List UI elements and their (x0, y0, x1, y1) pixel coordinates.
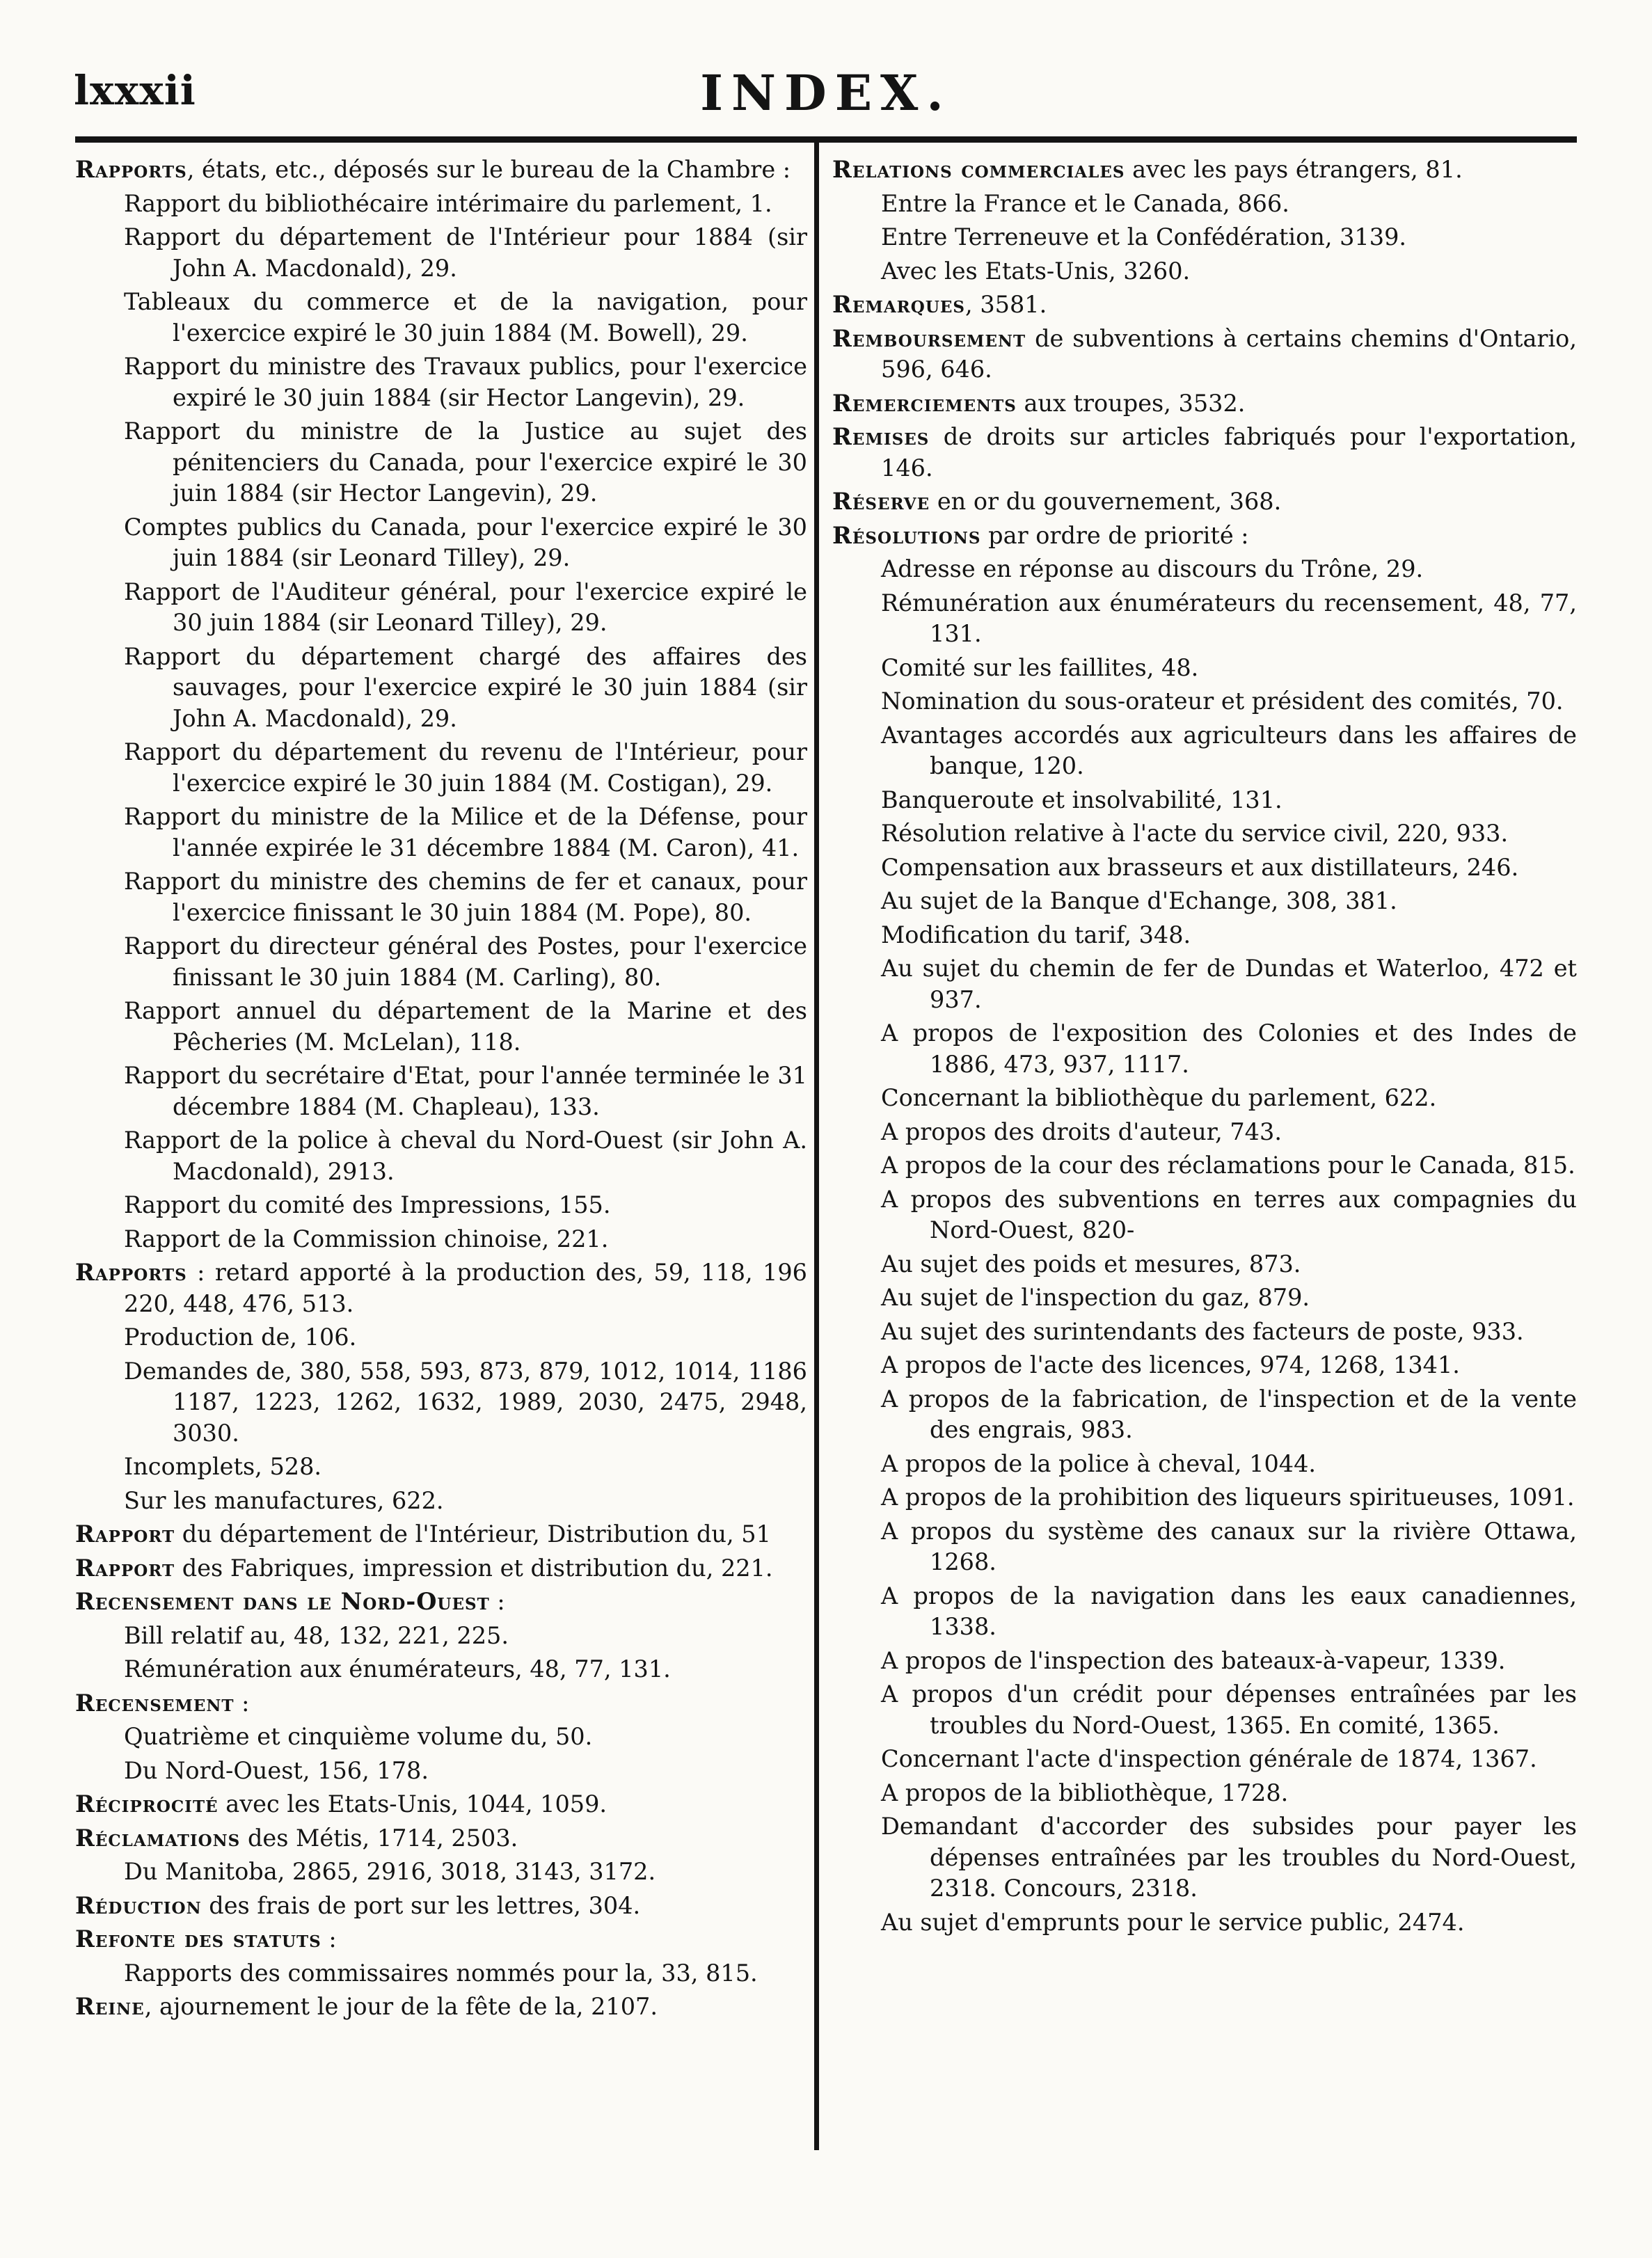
entry-text: A propos de la fabrication, de l'inspection et de la vente des engrais, 983. (881, 1385, 1577, 1443)
index-subentry (75, 802, 807, 864)
entry-text: Au sujet des poids et mesures, 873. (881, 1250, 1301, 1278)
entry-text: Au sujet de la Banque d'Echange, 308, 381. (881, 887, 1397, 914)
entry-text: A propos de la navigation dans les eaux canadiennes, 1338. (881, 1582, 1577, 1640)
entry-text: avec les pays étrangers, 81. (1125, 156, 1463, 183)
index-entry (75, 1823, 807, 1854)
index-subentry (832, 1744, 1577, 1775)
index-subentry (75, 1722, 807, 1753)
index-entry (75, 1587, 807, 1618)
entry-text: Rapport annuel du département de la Marine et des Pêcheries (M. McLelan), 118. (124, 997, 807, 1056)
index-subentry (832, 1117, 1577, 1148)
index-subentry (75, 222, 807, 284)
entry-text: Incomplets, 528. (124, 1453, 322, 1480)
entry-text: par ordre de priorité : (980, 521, 1249, 549)
entry-heading: Rapport (75, 1520, 175, 1548)
entry-text: Rapport du comité des Impressions, 155. (124, 1191, 611, 1218)
entry-text: : (234, 1689, 250, 1717)
index-subentry (75, 512, 807, 574)
entry-text: des frais de port sur les lettres, 304. (201, 1891, 641, 1919)
entry-text: , ajournement le jour de la fête de la, 2107. (144, 1993, 658, 2020)
index-subentry (75, 1356, 807, 1449)
index-subentry (832, 1581, 1577, 1643)
entry-text: Rapport du ministre des Travaux publics, pour l'exercice expiré le 30 juin 1884 (sir Hector Langevin), 29. (124, 353, 807, 411)
index-subentry (75, 416, 807, 509)
entry-heading: Remarques (832, 291, 966, 318)
index-subentry (75, 642, 807, 735)
entry-text: Compensation aux brasseurs et aux distillateurs, 246. (881, 853, 1519, 881)
entry-text: Rapport du ministre de la Milice et de la Défense, pour l'année expirée le 31 décembre 1884 (M. Caron), 41. (124, 803, 807, 861)
index-subentry (832, 1282, 1577, 1314)
entry-text: Du Manitoba, 2865, 2916, 3018, 3143, 3172. (124, 1858, 656, 1885)
entry-text: Rapport de la Commission chinoise, 221. (124, 1225, 609, 1253)
entry-heading: Résolutions (832, 521, 981, 549)
entry-text: Demandes de, 380, 558, 593, 873, 879, 1012, 1014, 1186 1187, 1223, 1262, 1632, 1989, 2030, 2475, 2948, 3030. (124, 1357, 807, 1447)
index-subentry (832, 1184, 1577, 1246)
index-subentry (75, 287, 807, 349)
entry-text: Rapport de la police à cheval du Nord-Ouest (sir John A. Macdonald), 2913. (124, 1127, 807, 1185)
entry-text: en or du gouvernement, 368. (930, 488, 1282, 515)
entry-text: Au sujet de l'inspection du gaz, 879. (881, 1284, 1310, 1311)
index-subentry (832, 1150, 1577, 1182)
entry-text: A propos de l'acte des licences, 974, 1268, 1341. (881, 1351, 1460, 1378)
entry-text: Concernant la bibliothèque du parlement, 622. (881, 1084, 1437, 1111)
index-entry (75, 1519, 807, 1550)
index-entry (75, 1688, 807, 1719)
entry-text: , états, etc., déposés sur le bureau de la Chambre : (186, 156, 791, 183)
header-rule (75, 136, 1577, 143)
index-subentry (75, 577, 807, 639)
entry-text: , 3581. (965, 291, 1047, 318)
entry-text: A propos des subventions en terres aux compagnies du Nord-Ouest, 820- (881, 1185, 1577, 1243)
index-subentry (832, 222, 1577, 253)
index-subentry (832, 653, 1577, 684)
index-entry (832, 520, 1577, 552)
index-subentry (75, 866, 807, 928)
index-subentry (75, 1756, 807, 1787)
index-subentry (832, 189, 1577, 220)
index-entry (75, 1924, 807, 1955)
entry-text: Avantages accordés aux agriculteurs dans les affaires de banque, 120. (881, 721, 1577, 779)
index-subentry (75, 1621, 807, 1652)
entry-text: du département de l'Intérieur, Distribution du, 51 (175, 1520, 771, 1548)
index-subentry (75, 189, 807, 220)
entry-text: Rapports des commissaires nommés pour la, 33, 815. (124, 1959, 758, 1987)
index-subentry (832, 886, 1577, 917)
entry-text: Comité sur les faillites, 48. (881, 653, 1199, 681)
entry-heading: Réserve (832, 488, 930, 515)
entry-text: des Fabriques, impression et distribution du, 221. (175, 1554, 773, 1582)
entry-text: Modification du tarif, 348. (881, 921, 1191, 948)
index-subentry (832, 1516, 1577, 1578)
entry-heading: Relations commerciales (832, 156, 1125, 183)
entry-text: Adresse en réponse au discours du Trône, 29. (881, 555, 1424, 582)
entry-text: Comptes publics du Canada, pour l'exercice expiré le 30 juin 1884 (sir Leonard Tilley), 29. (124, 513, 807, 571)
entry-text: Banqueroute et insolvabilité, 131. (881, 786, 1282, 813)
page-title: INDEX. (700, 64, 952, 122)
index-subentry (832, 785, 1577, 816)
entry-text: A propos de la bibliothèque, 1728. (881, 1779, 1289, 1806)
index-subentry (832, 1018, 1577, 1080)
index-column-right (832, 154, 1577, 1941)
index-entry (75, 1789, 807, 1820)
entry-text: de droits sur articles fabriqués pour l'exportation, 146. (881, 423, 1577, 482)
entry-heading: Refonte des statuts (75, 1925, 321, 1953)
index-subentry (75, 1190, 807, 1221)
entry-text: A propos du système des canaux sur la rivière Ottawa, 1268. (881, 1517, 1577, 1575)
index-subentry (832, 1350, 1577, 1381)
index-subentry (75, 1224, 807, 1255)
index-subentry (75, 1125, 807, 1187)
index-subentry (832, 1907, 1577, 1939)
index-subentry (832, 1646, 1577, 1677)
index-entry (832, 486, 1577, 518)
index-subentry (75, 737, 807, 799)
entry-text: avec les Etats-Unis, 1044, 1059. (218, 1790, 607, 1818)
index-subentry (832, 1317, 1577, 1348)
entry-text: Quatrième et cinquième volume du, 50. (124, 1723, 593, 1750)
entry-heading: Reine (75, 1993, 145, 2020)
index-subentry (75, 1060, 807, 1122)
entry-text: A propos de la cour des réclamations pour le Canada, 815. (881, 1152, 1575, 1179)
entry-text: Production de, 106. (124, 1323, 357, 1351)
index-subentry (832, 920, 1577, 951)
index-entry (832, 154, 1577, 186)
entry-text: A propos d'un crédit pour dépenses entraînées par les troubles du Nord-Ouest, 1365. En comité, 1365. (881, 1680, 1577, 1739)
entry-heading: Rapport (75, 1554, 175, 1582)
entry-text: Rapport du département chargé des affaires des sauvages, pour l'exercice expiré le 30 juin 1884 (sir John A. Macdonald), 29. (124, 642, 807, 732)
entry-text: Au sujet d'emprunts pour le service public, 2474. (881, 1908, 1465, 1936)
index-entry (75, 1891, 807, 1922)
index-subentry (75, 1452, 807, 1483)
entry-text: Entre Terreneuve et la Confédération, 3139. (881, 223, 1407, 251)
index-subentry (832, 852, 1577, 884)
entry-text: Rapport de l'Auditeur général, pour l'exercice expiré le 30 juin 1884 (sir Leonard Tilley), 29. (124, 578, 807, 636)
index-subentry (832, 1811, 1577, 1905)
index-entry (75, 154, 807, 186)
entry-heading: Rapports (75, 156, 187, 183)
index-entry (75, 1991, 807, 2023)
entry-heading: Recensement dans le Nord-Ouest (75, 1588, 490, 1615)
index-entry (75, 1553, 807, 1584)
entry-heading: Rapports (75, 1259, 187, 1286)
index-subentry (832, 1778, 1577, 1809)
column-divider (814, 143, 819, 2150)
entry-text: Concernant l'acte d'inspection générale de 1874, 1367. (881, 1745, 1537, 1772)
entry-text: Du Nord-Ouest, 156, 178. (124, 1756, 429, 1784)
entry-text: Résolution relative à l'acte du service civil, 220, 933. (881, 820, 1509, 847)
entry-text: de subventions à certains chemins d'Ontario, 596, 646. (881, 324, 1577, 383)
index-subentry (832, 554, 1577, 585)
index-subentry (832, 720, 1577, 782)
index-subentry (832, 1083, 1577, 1114)
entry-text: Rapport du bibliothécaire intérimaire du parlement, 1. (124, 189, 772, 217)
entry-text: : (489, 1588, 505, 1615)
entry-heading: Remises (832, 423, 930, 450)
index-subentry (832, 1249, 1577, 1280)
entry-heading: Recensement (75, 1689, 235, 1717)
index-entry (832, 289, 1577, 321)
entry-text: des Métis, 1714, 2503. (240, 1824, 518, 1852)
entry-text: Rapport du directeur général des Postes, pour l'exercice finissant le 30 juin 1884 (M. Carling), 80. (124, 932, 807, 991)
entry-text: A propos de la police à cheval, 1044. (881, 1449, 1317, 1477)
entry-text: : (321, 1925, 337, 1953)
entry-heading: Réciprocité (75, 1790, 219, 1818)
entry-heading: Réduction (75, 1891, 202, 1919)
entry-text: Rapport du département du revenu de l'Intérieur, pour l'exercice expiré le 30 juin 1884 (M. Costigan), 29. (124, 738, 807, 797)
entry-text: Au sujet du chemin de fer de Dundas et Waterloo, 472 et 937. (881, 955, 1577, 1013)
entry-text: : retard apporté à la production des, 59, 118, 196 220, 448, 476, 513. (124, 1259, 807, 1317)
entry-text: Bill relatif au, 48, 132, 221, 225. (124, 1621, 509, 1649)
entry-heading: Remboursement (832, 324, 1026, 352)
index-subentry (75, 1958, 807, 1989)
index-subentry (832, 1449, 1577, 1480)
index-subentry (75, 931, 807, 993)
index-subentry (832, 686, 1577, 717)
index-subentry (832, 256, 1577, 287)
index-subentry (832, 953, 1577, 1015)
entry-heading: Réclamations (75, 1824, 241, 1852)
entry-heading: Remerciements (832, 389, 1017, 417)
entry-text: Entre la France et le Canada, 866. (881, 189, 1289, 217)
entry-text: Sur les manufactures, 622. (124, 1486, 444, 1514)
index-subentry (75, 1486, 807, 1517)
index-entry (75, 1257, 807, 1319)
entry-text: A propos de l'inspection des bateaux-à-vapeur, 1339. (881, 1646, 1506, 1674)
index-column-left (75, 154, 807, 2026)
index-subentry (75, 1857, 807, 1888)
entry-text: aux troupes, 3532. (1016, 389, 1246, 417)
entry-text: Rapport du département de l'Intérieur pour 1884 (sir John A. Macdonald), 29. (124, 223, 807, 282)
index-entry (832, 324, 1577, 385)
entry-text: Demandant d'accorder des subsides pour payer les dépenses entraînées par les troubles du Nord-Ouest, 2318. Concours, 2318. (881, 1813, 1577, 1902)
index-entry (832, 422, 1577, 484)
index-subentry (75, 1654, 807, 1685)
index-subentry (832, 818, 1577, 850)
entry-text: Nomination du sous-orateur et président des comités, 70. (881, 687, 1564, 715)
page-number: lxxxii (74, 67, 196, 114)
entry-text: Rémunération aux énumérateurs du recensement, 48, 77, 131. (881, 589, 1577, 647)
index-subentry (75, 351, 807, 413)
index-entry (832, 388, 1577, 420)
entry-text: Avec les Etats-Unis, 3260. (881, 257, 1191, 285)
index-subentry (832, 1482, 1577, 1513)
index-subentry (75, 996, 807, 1058)
entry-text: A propos de la prohibition des liqueurs spiritueuses, 1091. (881, 1484, 1575, 1511)
entry-text: Tableaux du commerce et de la navigation, pour l'exercice expiré le 30 juin 1884 (M. Bowell), 29. (124, 288, 807, 347)
entry-text: Rapport du secrétaire d'Etat, pour l'année terminée le 31 décembre 1884 (M. Chapleau), 133. (124, 1062, 807, 1120)
index-subentry (832, 1679, 1577, 1741)
entry-text: A propos des droits d'auteur, 743. (881, 1118, 1282, 1145)
index-subentry (75, 1322, 807, 1353)
entry-text: Rémunération aux énumérateurs, 48, 77, 131. (124, 1655, 671, 1683)
entry-text: A propos de l'exposition des Colonies et des Indes de 1886, 473, 937, 1117. (881, 1019, 1577, 1078)
entry-text: Rapport du ministre des chemins de fer et canaux, pour l'exercice finissant le 30 juin 1884 (M. Pope), 80. (124, 868, 807, 926)
index-subentry (832, 588, 1577, 650)
entry-text: Au sujet des surintendants des facteurs de poste, 933. (881, 1317, 1524, 1345)
index-subentry (832, 1384, 1577, 1446)
entry-text: Rapport du ministre de la Justice au sujet des pénitenciers du Canada, pour l'exercice expiré le 30 juin 1884 (sir Hector Langevin), 29. (124, 418, 807, 507)
